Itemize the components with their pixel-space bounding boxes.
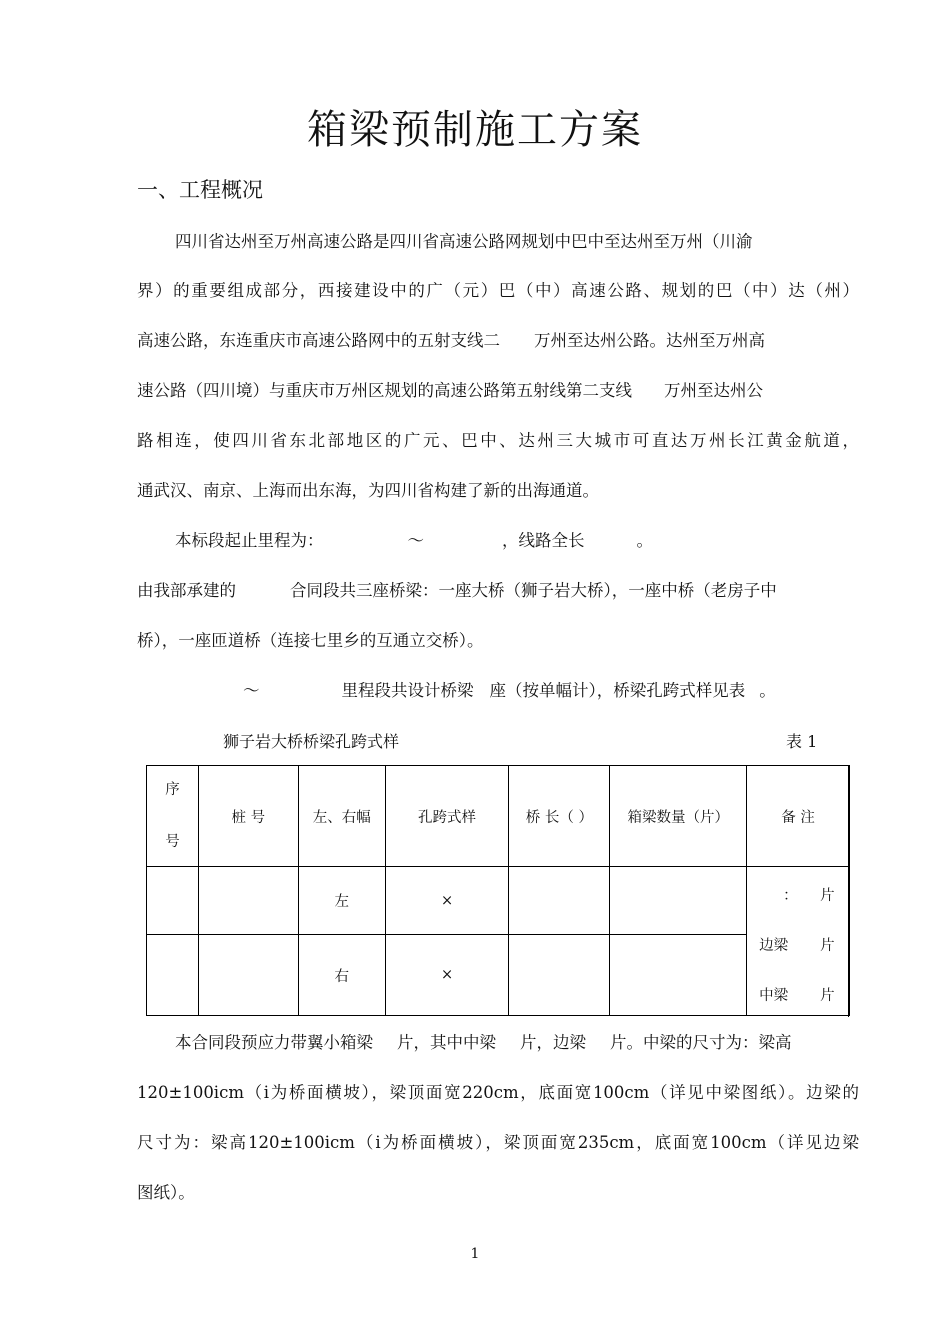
para5-line1-part3: 片，边梁 (520, 1033, 586, 1052)
table1-number: 表 1 (786, 732, 818, 751)
para4-end: 。 (759, 681, 776, 700)
header-pile: 桩 号 (198, 766, 298, 867)
cell-count (610, 935, 747, 1016)
para4-line (243, 679, 776, 703)
para3-line1 (137, 579, 777, 603)
para5-line2: 120±100icm（i为桥面横坡），梁顶面宽220cm，底面宽100cm（详见中梁图纸）。边梁的 (137, 1083, 859, 1102)
table1-outer-border (848, 765, 851, 1017)
cell-count (610, 867, 747, 935)
note-line1-colon: ： (783, 887, 798, 904)
para2-part2: ，线路全长 (502, 531, 585, 550)
para5-line1-part1: 本合同段预应力带翼小箱梁 (175, 1033, 373, 1052)
table1-caption: 狮子岩大桥桥梁孔跨式样 (223, 732, 400, 751)
section-heading-overview: 一、工程概况 (137, 178, 263, 202)
para4-tilde: ～ (243, 681, 260, 700)
para5-line4: 图纸）。 (137, 1183, 195, 1202)
para5-line1-part4: 片。中梁的尺寸为：梁高 (610, 1033, 792, 1052)
table1-header-row (147, 766, 850, 867)
header-seq (147, 766, 199, 867)
para3-line1-part1: 由我部承建的 (137, 581, 236, 600)
cell-length (509, 867, 610, 935)
para1-line3-part1: 高速公路，东连重庆市高速公路网中的五射支线二 (137, 331, 500, 350)
note-line2-label: 边梁 (759, 937, 789, 954)
header-side: 左、右幅 (298, 766, 385, 867)
para5-line1 (175, 1031, 792, 1055)
note-line2-unit: 片 (820, 937, 835, 954)
para1-line4-part1: 速公路（四川境）与重庆市万州区规划的高速公路第五射线第二支线 (137, 381, 632, 400)
para1-line5: 路相连，使四川省东北部地区的广元、巴中、达州三大城市可直达万州长江黄金航道， (137, 431, 859, 450)
para2-tilde: ～ (407, 531, 424, 550)
document-title: 箱梁预制施工方案 (307, 107, 643, 153)
cell-note (747, 867, 850, 1016)
para5-line1-part2: 片，其中中梁 (397, 1033, 496, 1052)
cell-pile (198, 935, 298, 1016)
page-number: 1 (470, 1246, 480, 1262)
para1-line4-part2: 万州至达州公 (664, 381, 763, 400)
para4-part2: 座（按单幅计），桥梁孔跨式样见表 (489, 681, 746, 700)
header-span: 孔跨式样 (385, 766, 509, 867)
para3-line1-part2: 合同段共三座桥梁：一座大桥（狮子岩大桥），一座中桥（老房子中 (290, 581, 777, 600)
para1-line4 (137, 379, 763, 403)
cell-pile (198, 867, 298, 935)
cell-length (509, 935, 610, 1016)
table-row (147, 935, 850, 1016)
note-line3-label: 中梁 (759, 987, 789, 1004)
cell-side: 右 (298, 935, 385, 1016)
para1-line3 (137, 329, 765, 353)
note-line3-unit: 片 (820, 987, 835, 1004)
cell-side: 左 (298, 867, 385, 935)
para1-line1: 四川省达州至万州高速公路是四川省高速公路网规划中巴中至达州至万州（川渝 (175, 232, 753, 251)
para2-part1: 本标段起止里程为： (175, 531, 324, 550)
para4-part1: 里程段共设计桥梁 (341, 681, 474, 700)
cell-span: × (385, 935, 509, 1016)
para1-line2: 界）的重要组成部分，西接建设中的广（元）巴（中）高速公路、规划的巴（中）达（州） (137, 281, 859, 300)
header-seq-bottom: 号 (165, 834, 180, 850)
table-row (147, 867, 850, 935)
header-seq-top: 序 (165, 782, 180, 798)
para2-end: 。 (636, 531, 653, 550)
para2-line (175, 529, 653, 553)
header-count: 箱梁数量（片） (610, 766, 747, 867)
header-length: 桥 长（ ） (509, 766, 610, 867)
cell-span: × (385, 867, 509, 935)
cell-seq (147, 935, 199, 1016)
para1-line6: 通武汉、南京、上海而出东海，为四川省构建了新的出海通道。 (137, 481, 599, 500)
para5-line3: 尺寸为：梁高120±100icm（i为桥面横坡），梁顶面宽235cm，底面宽100cm（详见边梁 (137, 1133, 859, 1152)
header-note: 备 注 (747, 766, 850, 867)
note-line1-unit: 片 (820, 887, 835, 904)
cell-seq (147, 867, 199, 935)
para1-line3-part2: 万州至达州公路。达州至万州高 (534, 331, 765, 350)
para3-line2: 桥），一座匝道桥（连接七里乡的互通立交桥）。 (137, 631, 484, 650)
table1 (146, 765, 850, 1016)
